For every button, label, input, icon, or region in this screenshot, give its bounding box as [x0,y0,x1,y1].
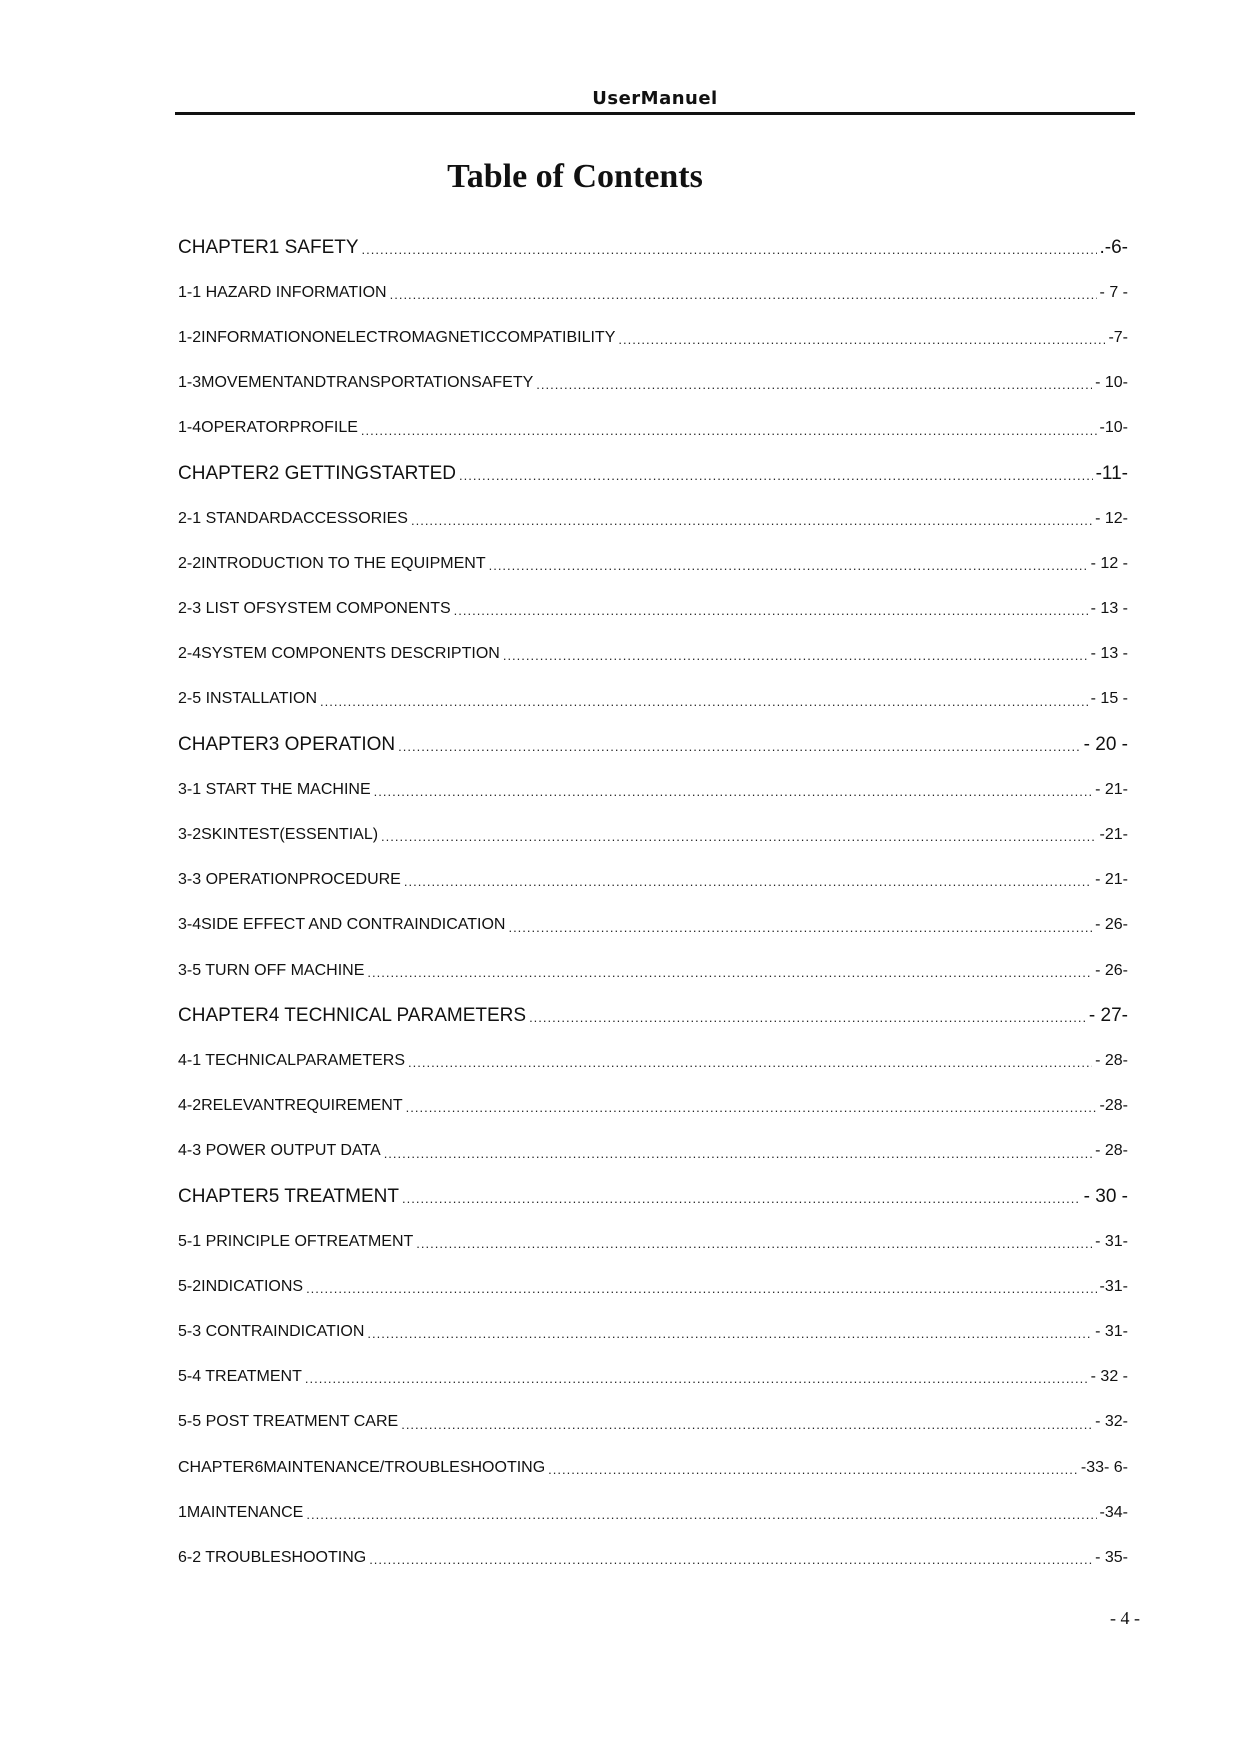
toc-entry-page: - 13 - [1090,645,1128,663]
toc-entry-page: - 28- [1095,1051,1128,1069]
toc-entry-page: -11- [1095,462,1128,484]
toc-entry-label: 6-2 TROUBLESHOOTING [178,1549,367,1567]
toc-entry-page: -33- 6- [1080,1458,1128,1476]
toc-entry [178,993,1128,1038]
toc-list [178,225,1128,1581]
toc-dot-leader [374,783,1092,801]
toc-entry-page: - 15 - [1090,690,1128,708]
toc-entry [178,1038,1128,1083]
toc-title: Table of Contents [447,158,703,195]
toc-entry-page: -28- [1099,1097,1128,1115]
toc-dot-leader [306,1506,1096,1524]
toc-entry [178,1219,1128,1264]
toc-entry [178,496,1128,541]
toc-dot-leader [381,828,1097,846]
toc-entry-page: - 26- [1095,916,1128,934]
toc-entry-page: - 21- [1095,780,1128,798]
toc-entry-page: - 12- [1095,509,1128,527]
toc-entry [178,225,1128,270]
toc-entry-label: 3-3 OPERATIONPROCEDURE [178,871,401,889]
toc-entry-label: CHAPTER3 OPERATION [178,733,396,755]
toc-entry [178,1445,1128,1490]
toc-dot-leader [398,736,1081,757]
toc-entry [178,1084,1128,1129]
toc-entry-page: -21- [1099,826,1128,844]
toc-entry-page: .-6- [1099,236,1128,258]
toc-entry [178,406,1128,451]
toc-entry-label: 1-4OPERATORPROFILE [178,419,358,437]
toc-entry-label: 4-1 TECHNICALPARAMETERS [178,1051,406,1069]
toc-dot-leader [618,331,1105,349]
toc-entry-label: 4-2RELEVANTREQUIREMENT [178,1097,403,1115]
toc-entry [178,1310,1128,1355]
toc-entry-page: - 28- [1095,1142,1128,1160]
toc-entry-page: -10- [1099,419,1128,437]
toc-entry [178,587,1128,632]
toc-dot-leader [361,422,1097,440]
toc-entry [178,315,1128,360]
toc-entry-label: 3-1 START THE MACHINE [178,780,371,798]
toc-entry [178,948,1128,993]
toc-dot-leader [402,1188,1081,1209]
toc-entry-page: -34- [1099,1503,1128,1521]
toc-dot-leader [362,239,1097,260]
toc-dot-leader [459,465,1093,486]
toc-entry [178,903,1128,948]
toc-entry [178,632,1128,677]
toc-entry-label: 4-3 POWER OUTPUT DATA [178,1142,381,1160]
toc-entry-label: 5-2INDICATIONS [178,1277,304,1295]
toc-entry [178,677,1128,722]
toc-dot-leader [401,1416,1092,1434]
toc-dot-leader [406,1099,1097,1117]
toc-dot-leader [416,1235,1092,1253]
toc-entry-label: 5-3 CONTRAINDICATION [178,1323,365,1341]
toc-entry [178,1400,1128,1445]
toc-entry-page: - 30 - [1083,1185,1128,1207]
toc-entry [178,812,1128,857]
page-number: - 4 - [1110,1608,1140,1628]
toc-entry-label: 3-4SIDE EFFECT AND CONTRAINDICATION [178,916,506,934]
toc-dot-leader [548,1461,1078,1479]
toc-entry-label: 2-2INTRODUCTION TO THE EQUIPMENT [178,554,486,572]
header-rule [175,112,1135,115]
toc-entry-label: 2-5 INSTALLATION [178,690,317,708]
toc-dot-leader [384,1145,1092,1163]
toc-entry-label: 2-3 LIST OFSYSTEM COMPONENTS [178,600,451,618]
toc-entry-label: CHAPTER5 TREATMENT [178,1185,399,1207]
toc-entry-label: 5-4 TREATMENT [178,1368,302,1386]
toc-entry [178,1129,1128,1174]
toc-entry [178,858,1128,903]
toc-entry [178,451,1128,496]
toc-entry-page: - 31- [1095,1323,1128,1341]
toc-entry-page: - 31- [1095,1232,1128,1250]
toc-entry-label: CHAPTER4 TECHNICAL PARAMETERS [178,1004,527,1026]
toc-entry-label: 5-5 POST TREATMENT CARE [178,1413,399,1431]
toc-dot-leader [408,1054,1092,1072]
toc-entry-page: - 10- [1095,374,1128,392]
toc-entry-page: - 27- [1088,1004,1128,1026]
toc-entry-label: 1-1 HAZARD INFORMATION [178,283,387,301]
toc-dot-leader [508,919,1092,937]
toc-entry [178,270,1128,315]
toc-dot-leader [536,376,1092,394]
toc-dot-leader [489,557,1088,575]
toc-entry-page: - 13 - [1090,600,1128,618]
toc-entry-label: 2-1 STANDARDACCESSORIES [178,509,408,527]
toc-entry-page: - 32- [1095,1413,1128,1431]
toc-entry-page: - 26- [1095,961,1128,979]
toc-dot-leader [529,1007,1086,1028]
toc-entry-label: 1MAINTENANCE [178,1503,304,1521]
toc-entry-label: 3-5 TURN OFF MACHINE [178,961,365,979]
toc-dot-leader [404,873,1092,891]
toc-dot-leader [305,1370,1088,1388]
toc-entry-page: - 20 - [1083,733,1128,755]
toc-dot-leader [369,1551,1092,1569]
toc-entry [178,1355,1128,1400]
toc-entry [178,722,1128,767]
toc-entry-label: 1-2INFORMATIONONELECTROMAGNETICCOMPATIBILITY [178,328,616,346]
toc-entry [178,767,1128,812]
toc-dot-leader [411,512,1092,530]
toc-entry-label: 1-3MOVEMENTANDTRANSPORTATIONSAFETY [178,374,534,392]
toc-entry-label: CHAPTER6MAINTENANCE/TROUBLESHOOTING [178,1458,546,1476]
toc-entry [178,1174,1128,1219]
toc-dot-leader [306,1280,1096,1298]
toc-entry-page: - 12 - [1090,554,1128,572]
toc-entry-page: - 32 - [1090,1368,1128,1386]
toc-entry-page: - 21- [1095,871,1128,889]
toc-dot-leader [367,964,1092,982]
toc-entry-label: 2-4SYSTEM COMPONENTS DESCRIPTION [178,645,500,663]
toc-entry [178,1264,1128,1309]
toc-entry-page: - 35- [1095,1549,1128,1567]
toc-entry-page: -31- [1099,1277,1128,1295]
toc-entry-label: CHAPTER2 GETTINGSTARTED [178,462,456,484]
toc-dot-leader [503,647,1088,665]
toc-dot-leader [367,1325,1092,1343]
toc-dot-leader [390,286,1097,304]
toc-entry-page: - 7 - [1099,283,1128,301]
toc-entry-label: 3-2SKINTEST(ESSENTIAL) [178,826,379,844]
toc-dot-leader [320,693,1088,711]
toc-entry-label: 5-1 PRINCIPLE OFTREATMENT [178,1232,414,1250]
toc-entry-label: CHAPTER1 SAFETY [178,236,359,258]
toc-entry [178,361,1128,406]
toc-entry [178,541,1128,586]
toc-dot-leader [454,602,1088,620]
toc-entry-page: -7- [1108,328,1128,346]
toc-entry [178,1490,1128,1535]
running-header: UserManuel [592,88,718,109]
toc-entry [178,1535,1128,1580]
